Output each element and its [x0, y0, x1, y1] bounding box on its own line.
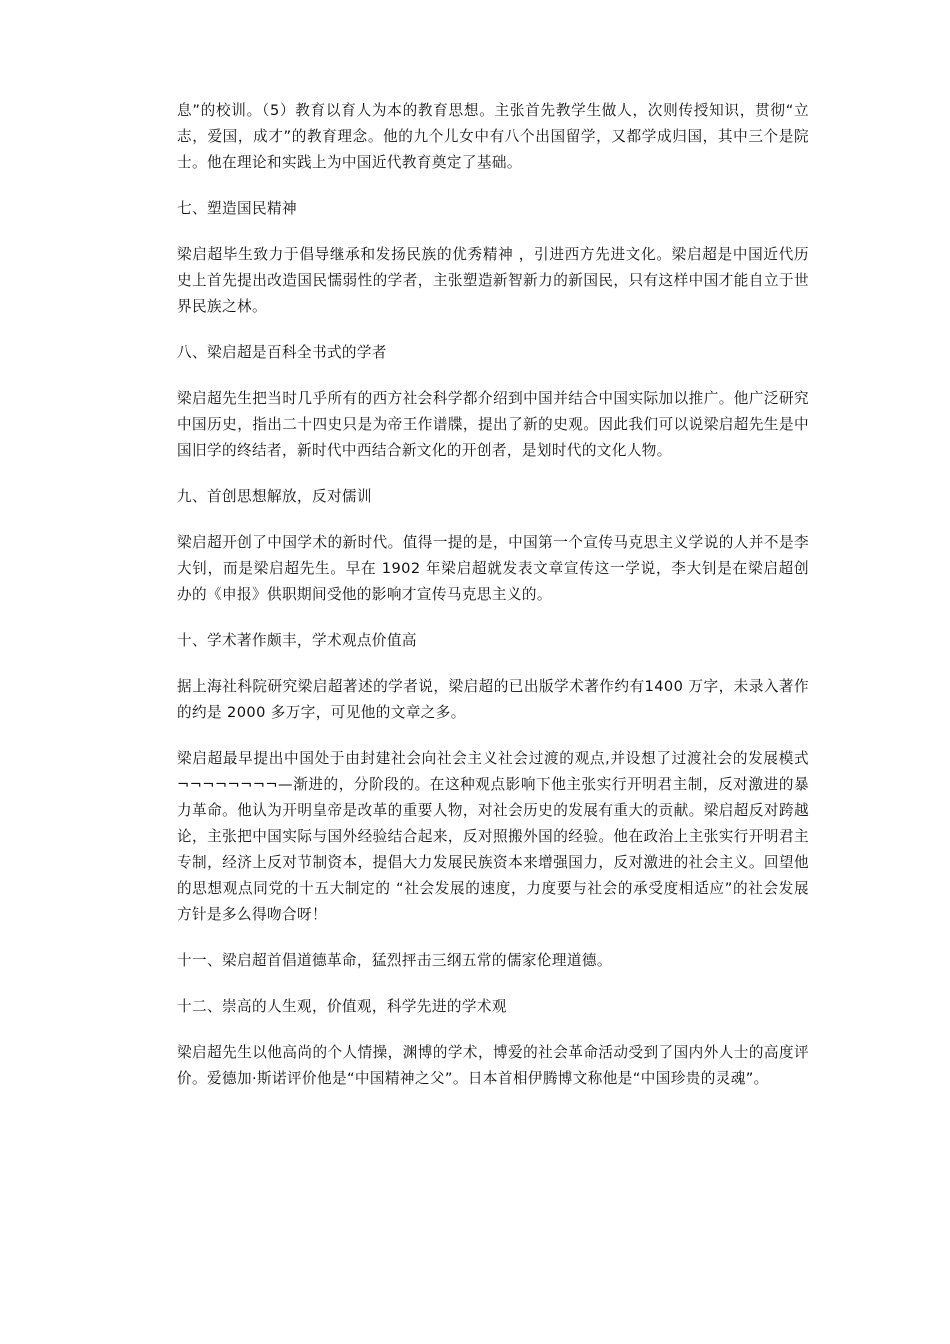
section-heading-12: 十二、崇高的人生观，价值观，科学先进的学术观: [177, 998, 507, 1015]
section-heading-8: 八、梁启超是百科全书式的学者: [177, 344, 387, 361]
paragraph-evaluation: 梁启超先生以他高尚的个人情操，渊博的学术，博爱的社会革命活动受到了国内外人士的高度评价。爱德加·斯诺评价他是“中国精神之父”。日本首相伊腾博文称他是“中国珍贵的灵魂”。: [177, 1044, 809, 1087]
paragraph-national-spirit: 梁启超毕生致力于倡导继承和发扬民族的优秀精神 ，引进西方先进文化。梁启超是中国近代历史上首先提出改造国民懦弱性的学者，主张塑造新智新力的新国民，只有这样中国才能自立于世界民族之林。: [177, 246, 809, 315]
paragraph-academic-output: 据上海社科院研究梁启超著述的学者说，梁启超的已出版学术著作约有1400 万字，未录入著作的约是 2000 多万字，可见他的文章之多。: [177, 678, 809, 721]
section-heading-11: 十一、梁启超首倡道德革命，猛烈抨击三纲五常的儒家伦理道德。: [177, 952, 612, 969]
document-body: [177, 98, 809, 1112]
section-heading-10: 十、学术著作颇丰，学术观点价值高: [177, 632, 417, 649]
paragraph-education-philosophy: 息”的校训。（5）教育以育人为本的教育思想。主张首先教学生做人，次则传授知识，贯彻“立志，爱国，成才”的教育理念。他的九个儿女中有八个出国留学，又都学成归国，其中三个是院士。他在理论和实践上为中国近代教育奠定了基础。: [177, 102, 809, 171]
paragraph-social-transition: 梁启超最早提出中国处于由封建社会向社会主义社会过渡的观点,并设想了过渡社会的发展模式¬¬¬¬¬¬¬¬—渐进的，分阶段的。在这种观点影响下他主张实行开明君主制，反对激进的暴力革命。他认为开明皇帝是改革的重要人物，对社会历史的发展有重大的贡献。梁启超反对跨越论，主张把中国实际与国外经验结合起来，反对照搬外国的经验。他在政治上主张实行开明君主专制，经济上反对节制资本，提倡大力发展民族资本来增强国力，反对激进的社会主义。回望他的思想观点同党的十五大制定的 “社会发展的速度，力度要与社会的承受度相适应”的社会发展方针是多么得吻合呀！: [177, 750, 809, 923]
section-heading-9: 九、首创思想解放，反对儒训: [177, 488, 372, 505]
section-heading-7: 七、塑造国民精神: [177, 200, 297, 217]
paragraph-encyclopedic-scholar: 梁启超先生把当时几乎所有的西方社会科学都介绍到中国并结合中国实际加以推广。他广泛研究中国历史，指出二十四史只是为帝王作谱牒，提出了新的史观。因此我们可以说梁启超先生是中国旧学的终结者，新时代中西结合新文化的开创者，是划时代的文化人物。: [177, 390, 809, 459]
paragraph-thought-liberation: 梁启超开创了中国学术的新时代。值得一提的是，中国第一个宣传马克思主义学说的人并不是李大钊，而是梁启超先生。早在 1902 年梁启超就发表文章宣传这一学说，李大钊是在梁启超创办的《申报》供职期间受他的影响才宣传马克思主义的。: [177, 534, 809, 603]
